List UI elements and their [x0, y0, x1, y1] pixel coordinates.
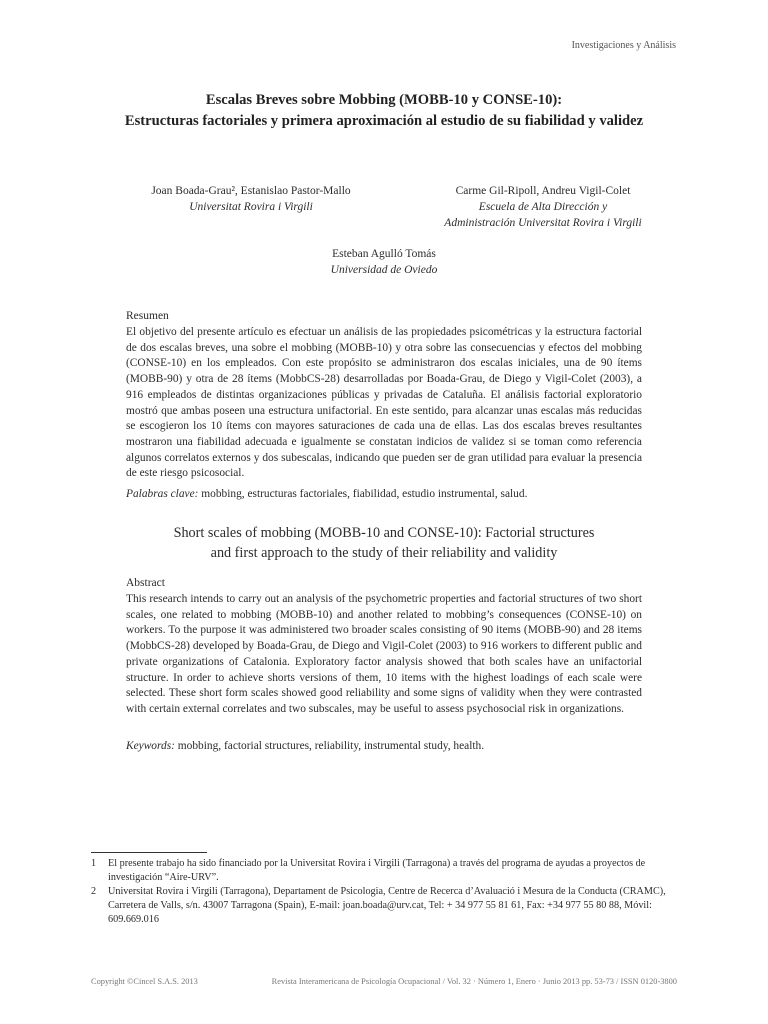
title-line-1: Escalas Breves sobre Mobbing (MOBB-10 y CONSE-10): [205, 92, 563, 108]
footnote-text: El presente trabajo ha sido financiado por la Universitat Rovira i Virgili (Tarragona) a través del programa de ayudas a proyectos de investigación “Aire-URV”. [108, 858, 646, 883]
author-block-right [408, 183, 678, 231]
abstract-heading: Abstract [126, 577, 165, 589]
author-affiliation: Universitat Rovira i Virgili [189, 201, 313, 213]
journal-citation: Revista Interamericana de Psicología Ocupacional / Vol. 32 · Número 1, Enero · Junio 2013 pp. 53-73 / ISSN 0120-3800 [271, 977, 677, 986]
keywords-text: mobbing, estructuras factoriales, fiabilidad, estudio instrumental, salud. [198, 488, 528, 500]
author-names: Esteban Agulló Tomás [332, 248, 436, 260]
abstract-keywords [126, 740, 642, 752]
english-title [0, 523, 768, 563]
author-affiliation: Universidad de Oviedo [330, 264, 438, 276]
title-line-2: Estructuras factoriales y primera aproximación al estudio de su fiabilidad y validez [124, 113, 644, 129]
author-block-center [0, 246, 768, 278]
english-title-line-2: and first approach to the study of their reliability and validity [210, 545, 558, 561]
keywords-label: Palabras clave: [126, 488, 199, 500]
footnote-2 [91, 885, 677, 929]
keywords-text: mobbing, factorial structures, reliability, instrumental study, health. [174, 740, 485, 752]
author-block-left [136, 183, 366, 215]
author-affiliation: Administración Universitat Rovira i Virgili [444, 217, 642, 229]
author-names: Joan Boada-Grau², Estanislao Pastor-Mallo [151, 185, 351, 197]
resumen-keywords [126, 488, 642, 500]
resumen-heading: Resumen [126, 310, 169, 322]
footnote-number: 1 [91, 858, 97, 869]
keywords-label: Keywords: [126, 740, 175, 752]
footnote-rule [91, 852, 207, 853]
footnote-1 [91, 857, 677, 885]
footnote-number: 2 [91, 886, 97, 897]
footnote-text: Universitat Rovira i Virgili (Tarragona), Departament de Psicologia, Centre de Recerca d’Avaluació i Mesura de la Conducta (CRAMC), Carretera de Valls, s/n. 43007 Tarragona (Spain), E-mail: joan.boada@urv.cat, Tel: + 34 977 55 81 61, Fax: +34 977 55 80 88, Móvil: 609.669.016 [108, 886, 666, 925]
copyright: Copyright ©Cincel S.A.S. 2013 [91, 977, 198, 986]
running-header: Investigaciones y Análisis [571, 40, 676, 51]
abstract-body: This research intends to carry out an analysis of the psychometric properties and factorial structures of two short scales, one related to mobbing (MOBB-10) and another related to mobbing’s consequences (CONSE-10) on workers. To the purpose it was administered two broader scales consisting of 90 items (MOBB-90) and 28 items (MobbCS-28) developed by Boada-Grau, de Diego and Vigil-Colet (2003) to 916 workers to different public and private organizations of Catalonia. Exploratory factor analysis showed that both scales have an unifactorial structure. In order to achieve shorts versions of them, 10 items with the highest loadings of each scale were selected. These short form scales showed good reliability and some signs of validity when they were contrasted with certain external correlates and two subscales, may be useful to assess psychosocial risk in organizations. [126, 593, 642, 715]
author-names: Carme Gil-Ripoll, Andreu Vigil-Colet [455, 185, 631, 197]
resumen-body: El objetivo del presente artículo es efectuar un análisis de las propiedades psicométricas y la estructura factorial de dos escalas breves, una sobre el mobbing (MOBB-10) y otra sobre las consecuencias y efectos del mobbing (CONSE-10) en los empleados. Con este propósito se administraron dos escalas iniciales, una de 90 ítems (MOBB-90) y otra de 28 ítems (MobbCS-28) desarrolladas por Boada-Grau, de Diego y Vigil-Colet (2003), a 916 empleados de distintas organizaciones públicas y privadas de Cataluña. El análisis factorial exploratorio mostró que ambas poseen una estructura unifactorial. En este sentido, para alcanzar unas escalas más reducidas se escogieron los 10 ítems con mayores saturaciones de cada una de ellas. Las dos escalas breves resultantes mostraron una fiabilidad adecuada e igualmente se constatan indicios de validez si se toman como referencia algunos correlatos externos y dos subescalas, indicando que pueden ser de gran utilidad para evaluar la presencia de este riesgo psicosocial. [126, 326, 642, 480]
article-title [0, 90, 768, 132]
english-title-line-1: Short scales of mobbing (MOBB-10 and CONSE-10): Factorial structures [173, 525, 595, 541]
author-affiliation: Escuela de Alta Dirección y [478, 201, 608, 213]
